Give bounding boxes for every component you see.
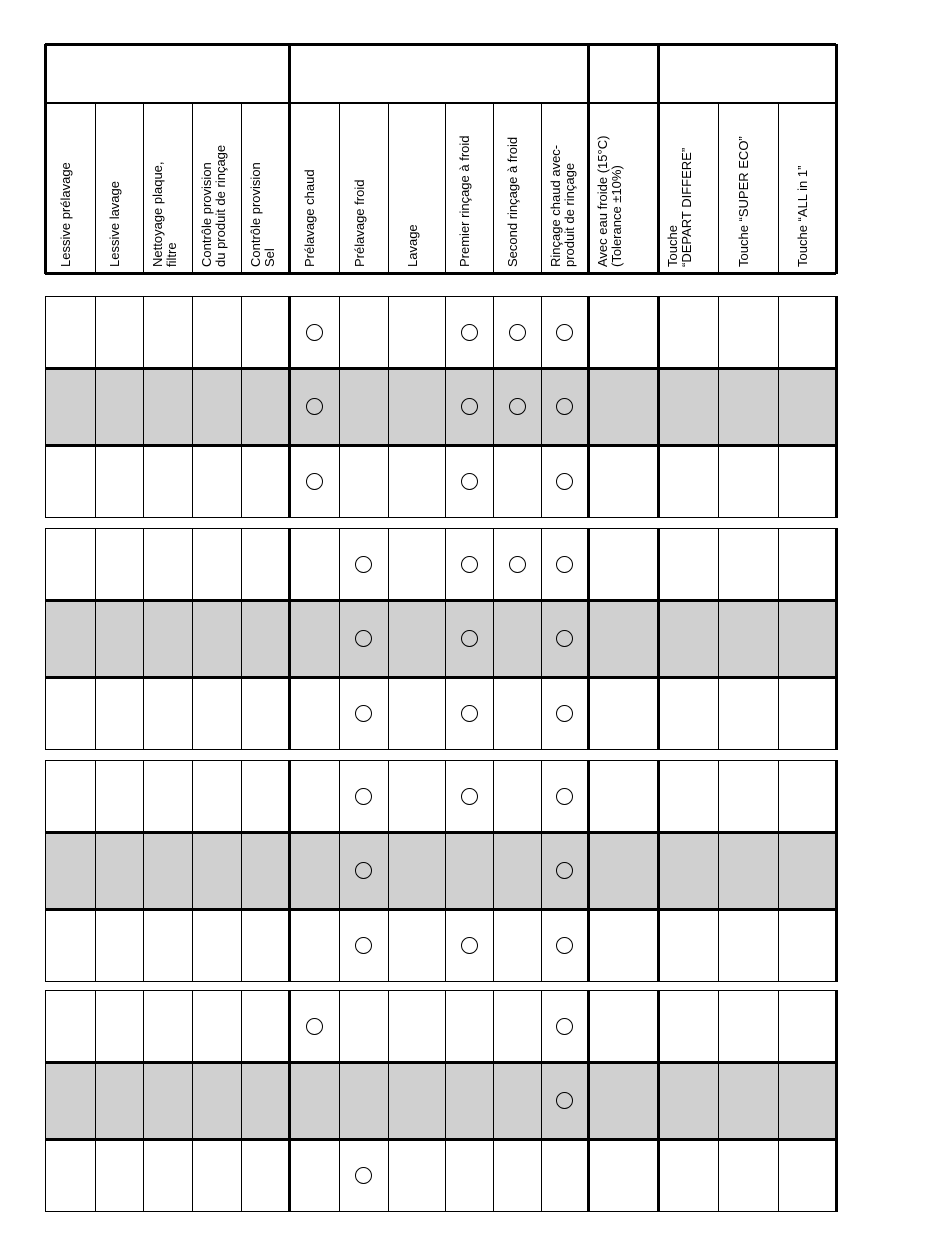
table-cell — [658, 296, 719, 369]
table-cell — [658, 528, 719, 601]
table-cell — [143, 296, 193, 369]
step-mark-icon — [461, 937, 478, 954]
header-column-rule — [835, 44, 838, 274]
table-cell — [778, 1139, 837, 1212]
column-header-label: Rinçage chaud avec- produit de rinçage — [548, 144, 577, 267]
step-mark-icon — [461, 324, 478, 341]
table-cell — [718, 760, 779, 833]
block-column-rule — [835, 990, 838, 1212]
table-cell — [658, 990, 719, 1063]
step-mark-icon — [461, 630, 478, 647]
table-cell — [778, 990, 837, 1063]
header-column-rule — [657, 44, 660, 274]
table-cell — [541, 1139, 589, 1212]
table-cell — [588, 832, 659, 910]
table-cell — [192, 528, 242, 601]
table-cell — [241, 528, 290, 601]
table-cell — [192, 296, 242, 369]
step-mark-icon — [355, 862, 372, 879]
table-cell — [241, 445, 290, 518]
step-mark-icon — [556, 1018, 573, 1035]
block-column-rule — [657, 296, 660, 518]
step-mark-icon — [461, 556, 478, 573]
step-mark-icon — [306, 473, 323, 490]
table-cell — [778, 832, 837, 910]
table-cell — [718, 368, 779, 446]
row-rule-thick — [45, 367, 837, 370]
header-column-rule — [587, 44, 590, 274]
table-cell — [718, 445, 779, 518]
table-cell — [388, 368, 446, 446]
table-cell — [388, 909, 446, 982]
table-cell — [493, 600, 542, 678]
table-cell — [588, 368, 659, 446]
table-cell — [388, 528, 446, 601]
table-cell — [143, 1139, 193, 1212]
table-cell — [45, 677, 96, 750]
column-header-label: Touche “DEPART DIFFERE” — [665, 147, 694, 267]
column-header-label: Second rinçage à froid — [505, 136, 520, 267]
table-cell — [95, 677, 144, 750]
step-mark-icon — [509, 324, 526, 341]
table-cell — [388, 445, 446, 518]
table-cell — [143, 832, 193, 910]
table-cell — [778, 600, 837, 678]
table-cell — [289, 600, 340, 678]
step-mark-icon — [556, 556, 573, 573]
table-cell — [192, 445, 242, 518]
block-column-rule — [835, 528, 838, 750]
table-cell — [192, 677, 242, 750]
header-column-rule — [192, 102, 193, 274]
row-rule-thick — [45, 831, 837, 834]
step-mark-icon — [509, 398, 526, 415]
table-cell — [388, 600, 446, 678]
step-mark-icon — [556, 473, 573, 490]
table-cell — [45, 1139, 96, 1212]
table-cell — [339, 368, 389, 446]
table-cell — [493, 445, 542, 518]
column-header-label: Contrôle provision Sel — [248, 162, 277, 267]
step-mark-icon — [556, 862, 573, 879]
block-column-rule — [657, 990, 660, 1212]
table-cell — [588, 1139, 659, 1212]
column-group-header — [289, 44, 588, 102]
table-cell — [289, 677, 340, 750]
header-column-rule — [241, 102, 242, 274]
table-cell — [95, 1139, 144, 1212]
block-column-rule — [587, 990, 590, 1212]
block-column-rule — [587, 760, 590, 982]
step-mark-icon — [556, 630, 573, 647]
table-cell — [493, 760, 542, 833]
column-header-label: Premier rinçage à froid — [457, 135, 472, 267]
table-cell — [192, 990, 242, 1063]
table-cell — [241, 600, 290, 678]
header-column-rule — [143, 102, 144, 274]
step-mark-icon — [461, 788, 478, 805]
table-cell — [658, 368, 719, 446]
table-cell — [778, 677, 837, 750]
table-cell — [95, 760, 144, 833]
column-group-header — [658, 44, 836, 102]
table-cell — [192, 760, 242, 833]
column-header-label: Contrôle provision du produit de rinçage — [199, 144, 228, 267]
table-cell — [445, 1062, 494, 1140]
column-header-label: Lessive lavage — [107, 181, 122, 267]
header-column-rule — [44, 44, 47, 274]
table-cell — [588, 296, 659, 369]
table-cell — [388, 1062, 446, 1140]
table-cell — [95, 296, 144, 369]
table-cell — [588, 528, 659, 601]
step-mark-icon — [355, 705, 372, 722]
column-group-header — [45, 44, 289, 102]
step-mark-icon — [461, 473, 478, 490]
table-cell — [289, 1062, 340, 1140]
table-cell — [241, 296, 290, 369]
step-mark-icon — [461, 398, 478, 415]
step-mark-icon — [556, 937, 573, 954]
table-cell — [45, 990, 96, 1063]
table-cell — [588, 909, 659, 982]
header-column-rule — [95, 102, 96, 274]
table-cell — [289, 760, 340, 833]
table-cell — [445, 990, 494, 1063]
header-column-rule — [541, 102, 542, 274]
header-column-rule — [288, 44, 291, 274]
table-cell — [95, 1062, 144, 1140]
header-column-rule — [493, 102, 494, 274]
table-cell — [143, 909, 193, 982]
table-cell — [493, 1062, 542, 1140]
table-cell — [143, 760, 193, 833]
column-header-label: Prélavage froid — [351, 179, 367, 267]
table-cell — [241, 990, 290, 1063]
block-column-rule — [657, 760, 660, 982]
table-cell — [241, 677, 290, 750]
table-cell — [95, 909, 144, 982]
table-cell — [388, 1139, 446, 1212]
step-mark-icon — [306, 398, 323, 415]
column-header-label: Nettoyage plaque, filtre — [150, 161, 179, 267]
table-cell — [778, 368, 837, 446]
table-cell — [95, 600, 144, 678]
block-column-rule — [587, 296, 590, 518]
table-cell — [388, 990, 446, 1063]
table-cell — [289, 909, 340, 982]
step-mark-icon — [556, 1092, 573, 1109]
step-mark-icon — [355, 937, 372, 954]
step-mark-icon — [306, 1018, 323, 1035]
table-cell — [588, 677, 659, 750]
table-cell — [95, 528, 144, 601]
table-cell — [658, 909, 719, 982]
table-cell — [778, 1062, 837, 1140]
column-header-label: Avec eau froide (15°C) (Tolerance ±10%) — [595, 135, 624, 267]
table-cell — [778, 909, 837, 982]
table-cell — [718, 296, 779, 369]
header-column-rule — [388, 102, 389, 274]
table-cell — [289, 1139, 340, 1212]
table-cell — [192, 1139, 242, 1212]
step-mark-icon — [556, 788, 573, 805]
table-cell — [718, 1139, 779, 1212]
table-cell — [588, 990, 659, 1063]
column-header-label: Lavage — [404, 224, 420, 267]
table-cell — [718, 600, 779, 678]
table-cell — [339, 296, 389, 369]
table-cell — [658, 1139, 719, 1212]
table-cell — [143, 528, 193, 601]
table-cell — [658, 445, 719, 518]
table-cell — [241, 760, 290, 833]
table-cell — [192, 368, 242, 446]
table-cell — [778, 296, 837, 369]
table-cell — [95, 368, 144, 446]
table-cell — [388, 677, 446, 750]
table-cell — [718, 528, 779, 601]
table-cell — [45, 1062, 96, 1140]
table-cell — [45, 760, 96, 833]
table-cell — [658, 832, 719, 910]
row-rule-thick — [45, 599, 837, 602]
step-mark-icon — [306, 324, 323, 341]
step-mark-icon — [556, 705, 573, 722]
table-cell — [493, 1139, 542, 1212]
column-header-label: Touche “ALL in 1” — [795, 165, 810, 267]
table-cell — [445, 1139, 494, 1212]
step-mark-icon — [355, 556, 372, 573]
header-column-rule — [778, 102, 779, 274]
row-rule-thick — [45, 1061, 837, 1064]
table-cell — [192, 832, 242, 910]
table-cell — [45, 368, 96, 446]
table-cell — [45, 445, 96, 518]
table-cell — [493, 990, 542, 1063]
table-cell — [45, 909, 96, 982]
table-cell — [445, 832, 494, 910]
step-mark-icon — [556, 324, 573, 341]
table-cell — [778, 760, 837, 833]
table-cell — [143, 990, 193, 1063]
step-mark-icon — [556, 398, 573, 415]
table-cell — [718, 832, 779, 910]
table-cell — [192, 1062, 242, 1140]
table-cell — [718, 677, 779, 750]
header-column-rule — [445, 102, 446, 274]
column-group-header — [588, 44, 658, 102]
table-cell — [588, 600, 659, 678]
table-cell — [588, 445, 659, 518]
table-cell — [45, 600, 96, 678]
table-cell — [588, 1062, 659, 1140]
block-column-rule — [657, 528, 660, 750]
table-cell — [95, 445, 144, 518]
table-cell — [241, 368, 290, 446]
block-column-rule — [288, 990, 291, 1212]
table-cell — [45, 832, 96, 910]
block-column-rule — [288, 760, 291, 982]
table-cell — [339, 1062, 389, 1140]
table-cell — [289, 528, 340, 601]
step-mark-icon — [355, 630, 372, 647]
table-cell — [493, 909, 542, 982]
table-cell — [388, 296, 446, 369]
step-mark-icon — [461, 705, 478, 722]
table-cell — [718, 1062, 779, 1140]
table-cell — [658, 677, 719, 750]
column-header-label: Touche “SUPER ECO” — [736, 136, 751, 267]
block-column-rule — [587, 528, 590, 750]
table-cell — [339, 445, 389, 518]
table-cell — [192, 600, 242, 678]
table-cell — [493, 832, 542, 910]
table-cell — [143, 445, 193, 518]
table-cell — [241, 832, 290, 910]
table-cell — [143, 1062, 193, 1140]
step-mark-icon — [355, 1167, 372, 1184]
table-cell — [289, 832, 340, 910]
block-column-rule — [288, 528, 291, 750]
table-cell — [45, 296, 96, 369]
table-cell — [143, 368, 193, 446]
table-cell — [192, 909, 242, 982]
table-cell — [588, 760, 659, 833]
header-column-rule — [339, 102, 340, 274]
table-cell — [388, 832, 446, 910]
block-column-rule — [835, 296, 838, 518]
table-cell — [658, 1062, 719, 1140]
table-cell — [388, 760, 446, 833]
table-cell — [95, 990, 144, 1063]
table-cell — [241, 909, 290, 982]
header-column-rule — [718, 102, 719, 274]
table-cell — [95, 832, 144, 910]
table-cell — [241, 1139, 290, 1212]
table-cell — [45, 528, 96, 601]
column-header-label: Lessive prélavage — [58, 162, 73, 267]
block-column-rule — [288, 296, 291, 518]
step-mark-icon — [355, 788, 372, 805]
table-cell — [658, 600, 719, 678]
table-cell — [718, 909, 779, 982]
block-column-rule — [835, 760, 838, 982]
table-cell — [143, 600, 193, 678]
table-cell — [143, 677, 193, 750]
table-cell — [718, 990, 779, 1063]
column-header-label: Prélavage chaud — [302, 169, 317, 267]
table-cell — [778, 528, 837, 601]
table-cell — [339, 990, 389, 1063]
step-mark-icon — [509, 556, 526, 573]
table-cell — [493, 677, 542, 750]
table-cell — [658, 760, 719, 833]
table-cell — [241, 1062, 290, 1140]
table-cell — [778, 445, 837, 518]
